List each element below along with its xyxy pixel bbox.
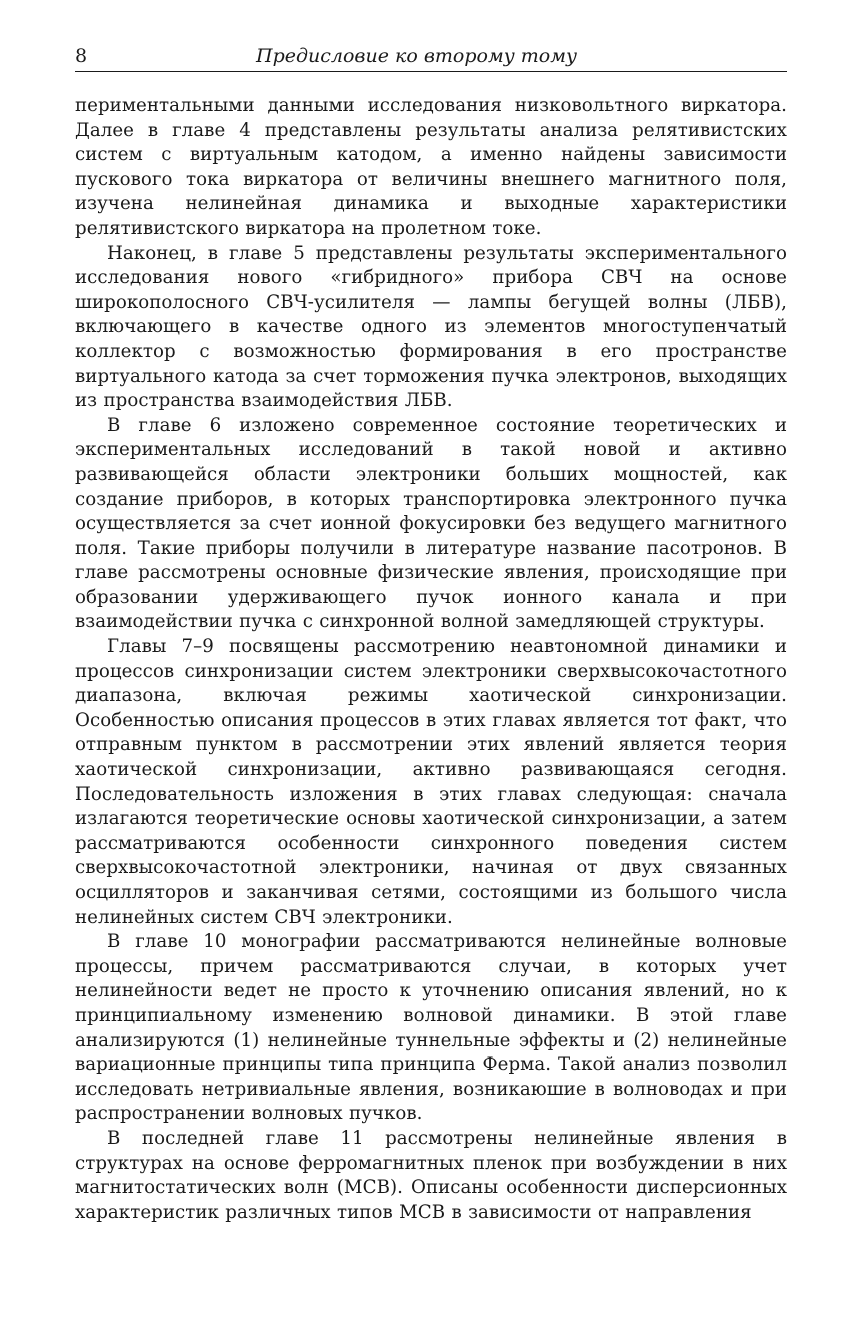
page-number: 8 [75,45,88,67]
paragraph-chapter-10: В главе 10 монографии рассматриваются нелинейные волновые процессы, причем рассматриваются случаи, в которых учет нелинейности ведет не просто к уточнению описания явлений, но к принципиальному изменению волновой динамики. В этой главе анализируются (1) нелинейные туннельные эффекты и (2) нелинейные вариационные принципы типа принципа Ферма. Такой анализ позволил исследовать нетривиальные явления, возникаюшие в волноводах и при распространении волновых пучков. [75,931,787,1125]
paragraph-chapter-11: В последней главе 11 рассмотрены нелинейные явления в структурах на основе ферромагнитных пленок при возбуждении в них магнитостатических волн (МСВ). Описаны особенности дисперсионных характеристик различных типов МСВ в зависимости от направления [75,1127,787,1223]
paragraph-chapter-5: Наконец, в главе 5 представлены результаты экспериментального исследования нового «гибридного» прибора СВЧ на основе широкополосного СВЧ-усилителя — лампы бегущей волны (ЛБВ), включающего в качестве одного из элементов многоступенчатый коллектор с возможностью формирования в его пространстве виртуального катода за счет торможения пучка электронов, выходящих из пространства взаимодействия ЛБВ. [75,242,787,412]
book-page [75,45,787,1225]
running-head [75,45,787,72]
paragraph-continued: периментальными данными исследования низковольтного виркатора. Далее в главе 4 представлены результаты анализа релятивистских систем с виртуальным катодом, а именно найдены зависимости пускового тока виркатора от величины внешнего магнитного поля, изучена нелинейная динамика и выходные характеристики релятивистского виркатора на пролетном токе. [75,95,787,239]
paragraph-chapters-7-9: Главы 7–9 посвящены рассмотрению неавтономной динамики и процессов синхронизации систем электроники сверхвысокочастотного диапазона, включая режимы хаотической синхронизации. Особенностью описания процессов в этих главах является тот факт, что отправным пунктом в рассмотрении этих явлений является теория хаотической синхронизации, активно развивающаяся сегодня. Последовательность изложения в этих главах следующая: сначала излагаются теоретические основы хаотической синхронизации, а затем рассматриваются особенности синхронного поведения систем сверхвысокочастотной электроники, начиная от двух связанных осцилляторов и заканчивая сетями, состоящими из большого числа нелинейных систем СВЧ электроники. [75,636,787,928]
running-title: Предисловие ко второму тому [256,45,577,67]
body-text [75,94,787,1225]
paragraph-chapter-6: В главе 6 изложено современное состояние теоретических и экспериментальных исследований в такой новой и активно развивающейся области электроники больших мощностей, как создание приборов, в которых транспортировка электронного пучка осуществляется за счет ионной фокусировки без ведущего магнитного поля. Такие приборы получили в литературе название пасотронов. В главе рассмотрены основные физические явления, происходящие при образовании удерживающего пучок ионного канала и при взаимодействии пучка с синхронной волной замедляющей структуры. [75,414,787,633]
